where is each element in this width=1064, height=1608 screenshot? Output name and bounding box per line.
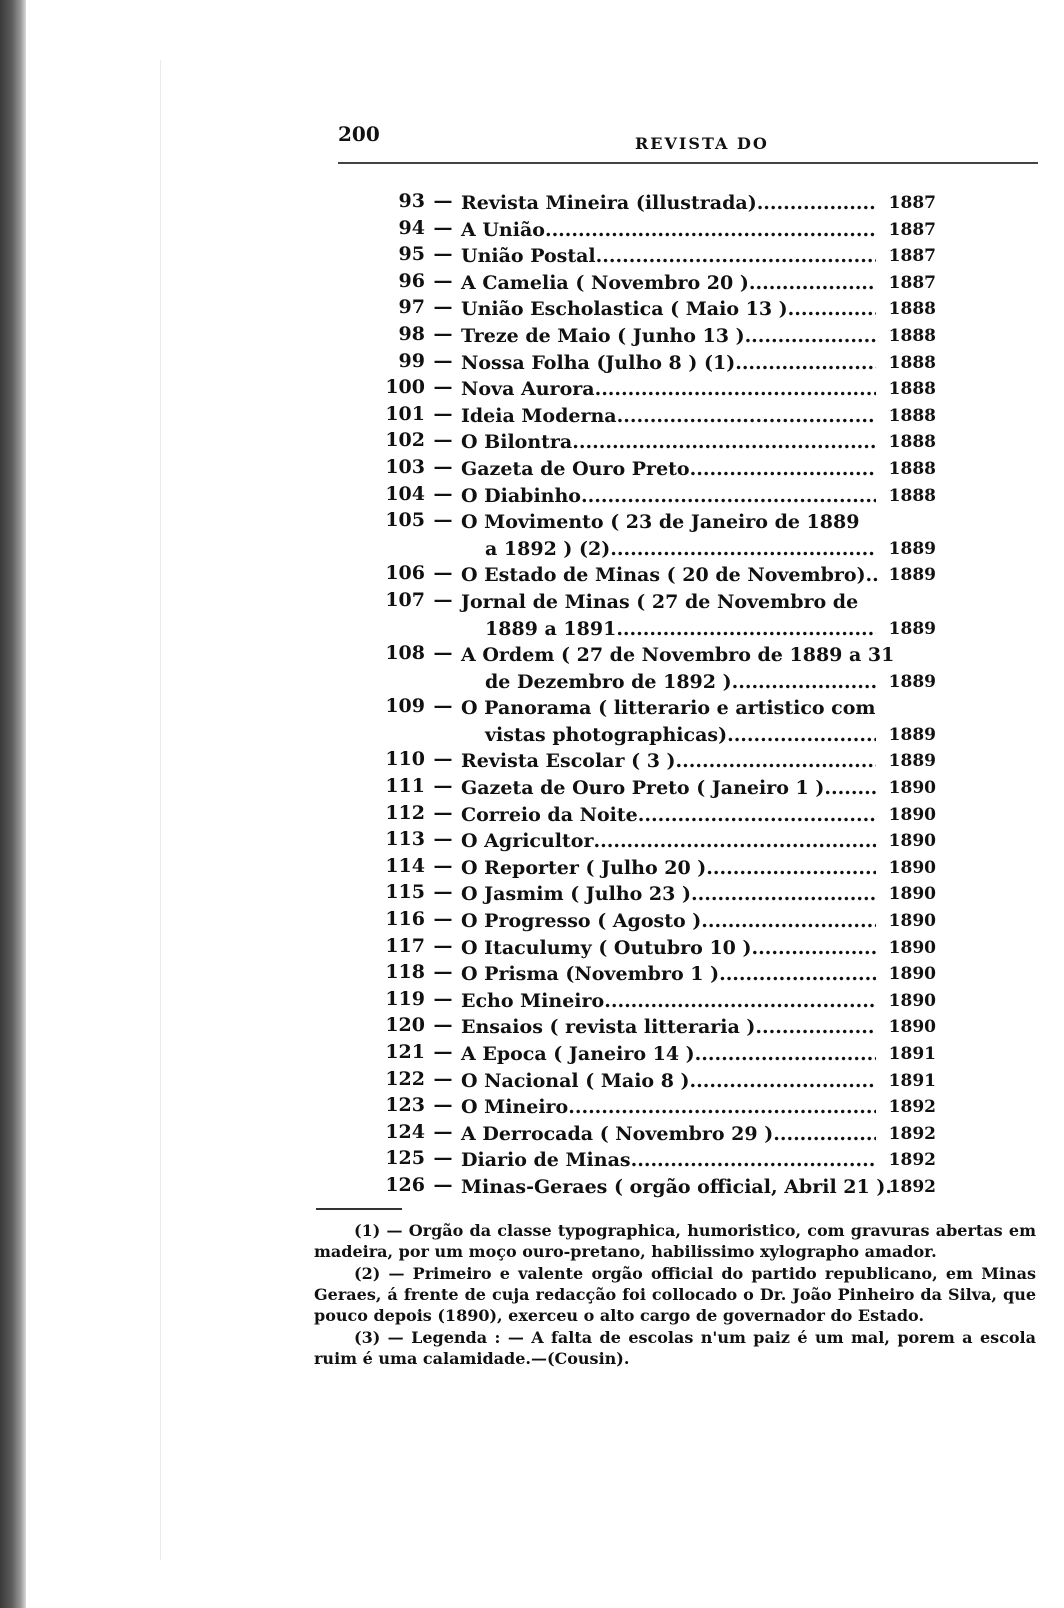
- entry-dash: —: [433, 402, 453, 425]
- entry-dash: —: [433, 269, 453, 292]
- entry-title-line: vistas photographicas): [485, 723, 728, 746]
- entry-number: 110: [385, 748, 425, 771]
- entry-title: [461, 350, 876, 377]
- dot-leader: [757, 190, 876, 217]
- entry-year: 1890: [888, 1017, 936, 1038]
- entry-year: 1889: [888, 751, 936, 772]
- entry-title: [461, 908, 876, 935]
- dot-leader: [638, 802, 876, 829]
- entry-year: 1890: [888, 911, 936, 932]
- dot-leader: [595, 376, 876, 403]
- entry-dash: —: [433, 1094, 453, 1117]
- entry-title: [461, 1014, 876, 1041]
- entry-dash: —: [433, 190, 453, 212]
- entry-title-line: Revista Mineira (illustrada): [461, 192, 757, 214]
- entry-number: 98: [398, 322, 425, 345]
- entry-number: 94: [398, 216, 425, 239]
- entry-title: [461, 1068, 876, 1095]
- entry-dash: —: [433, 1147, 453, 1170]
- entry-year: 1888: [888, 458, 936, 479]
- dot-leader: [690, 456, 876, 483]
- list-item: [385, 1121, 985, 1148]
- list-item: [385, 589, 985, 642]
- entry-title-line: O Prisma (Novembro 1 ): [461, 963, 720, 986]
- entry-title: [461, 190, 876, 217]
- dot-leader: [735, 350, 876, 377]
- book-spine-shadow: [0, 0, 26, 1608]
- entry-dash: —: [433, 349, 453, 372]
- entry-number: 111: [385, 775, 425, 798]
- entry-title-line: O Diabinho: [461, 484, 581, 507]
- entry-year: 1887: [888, 246, 936, 267]
- entry-dash: —: [433, 1067, 453, 1090]
- entry-number: 125: [385, 1147, 425, 1170]
- entry-title: [461, 828, 876, 855]
- entry-title-line: Correio da Noite: [461, 803, 638, 826]
- entry-title: [461, 429, 876, 456]
- entry-year: 1890: [888, 990, 936, 1011]
- entry-title-line: O Progresso ( Agosto ): [461, 910, 702, 933]
- entry-number: 121: [385, 1041, 425, 1063]
- entry-year: 1887: [888, 272, 936, 293]
- entry-title-line: A Derrocada ( Novembro 29 ): [461, 1122, 774, 1145]
- entry-year: 1888: [888, 352, 936, 373]
- entry-title-line: Nova Aurora: [461, 378, 595, 401]
- entry-dash: —: [433, 908, 453, 931]
- list-item: [385, 935, 985, 962]
- dot-leader: [676, 748, 876, 775]
- entry-title: [461, 376, 876, 403]
- entry-title: [461, 881, 876, 908]
- list-item: [385, 456, 985, 483]
- entry-year: 1892: [888, 1150, 936, 1171]
- entry-number: 122: [385, 1067, 425, 1090]
- list-item: [385, 190, 985, 217]
- entry-dash: —: [433, 828, 453, 851]
- entry-title-line: A Camelia ( Novembro 20 ): [461, 271, 749, 294]
- dot-leader: [568, 1094, 876, 1121]
- entry-title: [461, 483, 876, 510]
- entry-dash: —: [433, 1173, 453, 1196]
- entry-title: [461, 935, 876, 962]
- list-item: [385, 429, 985, 456]
- entry-year: 1889: [888, 724, 936, 745]
- entry-dash: —: [433, 801, 453, 824]
- dot-leader: [581, 483, 876, 510]
- entry-title-line: Gazeta de Ouro Preto ( Janeiro 1 ).....: [461, 777, 858, 800]
- dot-leader: [572, 429, 876, 456]
- entry-number: 104: [385, 482, 425, 505]
- entry-number: 120: [385, 1014, 425, 1037]
- entry-dash: —: [433, 322, 453, 345]
- dot-leader: [545, 217, 876, 244]
- dot-leader: [691, 881, 876, 908]
- entry-dash: —: [433, 961, 453, 984]
- entry-dash: —: [433, 1041, 453, 1063]
- entry-dash: —: [433, 509, 453, 532]
- footnotes: [314, 1220, 1036, 1370]
- entry-dash: —: [433, 588, 453, 611]
- entry-number: 107: [385, 588, 425, 611]
- entry-dash: —: [433, 482, 453, 505]
- entry-title-line: O Movimento ( 23 de Janeiro de 1889: [461, 511, 860, 534]
- entry-title-line: União Escholastica ( Maio 13 ): [461, 298, 788, 321]
- entry-year: 1888: [888, 325, 936, 346]
- entry-title-line: Ideia Moderna: [461, 404, 617, 427]
- entry-number: 116: [385, 908, 425, 931]
- entry-title: [461, 589, 876, 642]
- list-item: [385, 775, 985, 802]
- entry-dash: —: [433, 854, 453, 877]
- list-item: [385, 1014, 985, 1041]
- dot-leader: [749, 270, 876, 297]
- entry-title: [461, 855, 876, 882]
- entry-dash: —: [433, 562, 453, 585]
- entry-year: 1890: [888, 778, 936, 799]
- entry-title: [461, 509, 876, 562]
- entry-title-line: de Dezembro de 1892 ): [485, 670, 732, 693]
- list-item: [385, 961, 985, 988]
- entry-title: [461, 296, 876, 323]
- list-item: [385, 217, 985, 244]
- list-item: [385, 1147, 985, 1174]
- entry-year: 1891: [888, 1044, 936, 1064]
- page-fold-line: [160, 60, 161, 1560]
- list-item: [385, 509, 985, 562]
- entry-title-line: 1889 a 1891: [485, 617, 617, 640]
- entry-title: [461, 1174, 892, 1201]
- entry-number: 100: [385, 376, 425, 399]
- entry-title-line: A União: [461, 218, 545, 241]
- list-item: [385, 562, 985, 589]
- entry-title-line: O Estado de Minas ( 20 de Novembro)..: [461, 564, 879, 587]
- entry-year: 1890: [888, 937, 936, 958]
- list-item: [385, 642, 985, 695]
- list-item: [385, 483, 985, 510]
- entry-dash: —: [433, 881, 453, 904]
- entry-title-line: Ensaios ( revista litteraria ): [461, 1016, 756, 1039]
- dot-leader: [773, 1121, 876, 1148]
- entry-number: 109: [385, 695, 425, 718]
- entry-year: 1890: [888, 831, 936, 852]
- dot-leader: [604, 988, 876, 1015]
- list-item: [385, 296, 985, 323]
- periodicals-list: [385, 190, 985, 1201]
- entry-title: [461, 695, 876, 748]
- list-item: [385, 350, 985, 377]
- entry-title-line: O Itaculumy ( Outubro 10 ): [461, 936, 752, 959]
- entry-title-line: O Panorama ( litterario e artistico com: [461, 697, 876, 720]
- entry-year: 1891: [888, 1070, 936, 1091]
- entry-title-line: O Nacional ( Maio 8 ): [461, 1069, 690, 1092]
- entry-title: [461, 961, 876, 988]
- entry-number: 123: [385, 1094, 425, 1117]
- entry-dash: —: [433, 1120, 453, 1143]
- entry-title-line: Gazeta de Ouro Preto: [461, 457, 690, 480]
- entry-title-line: Diario de Minas: [461, 1149, 631, 1172]
- entry-dash: —: [433, 243, 453, 266]
- list-item: [385, 1068, 985, 1095]
- entry-title: [461, 802, 876, 829]
- entry-number: 118: [385, 961, 425, 984]
- list-item: [385, 988, 985, 1015]
- entry-number: 93: [398, 190, 425, 212]
- page-header: [338, 118, 1038, 164]
- entry-number: 108: [385, 642, 425, 665]
- entry-year: 1887: [888, 219, 936, 240]
- list-item: [385, 855, 985, 882]
- entry-year: 1888: [888, 432, 936, 453]
- entry-title-line: Minas-Geraes ( orgão official, Abril 21 ).: [461, 1175, 892, 1198]
- entry-title-line: Treze de Maio ( Junho 13 ): [461, 324, 745, 347]
- footnote: (2) — Primeiro e valente orgão official do partido republicano, em Minas Geraes, á frente de cuja redacção foi collocado o Dr. João Pinheiro da Silva, que pouco depois (1890), exerceu o alto cargo de governador do Estado.: [314, 1264, 1036, 1325]
- entry-dash: —: [433, 748, 453, 771]
- entry-title-line: O Mineiro: [461, 1096, 569, 1119]
- entry-number: 115: [385, 881, 425, 904]
- entry-number: 101: [385, 402, 425, 425]
- entry-title: [461, 1147, 876, 1174]
- entry-title-line: A Epoca ( Janeiro 14 ): [461, 1043, 695, 1065]
- entry-number: 126: [385, 1173, 425, 1196]
- entry-title: [461, 1041, 876, 1068]
- list-item: [385, 323, 985, 350]
- entry-title: [461, 562, 879, 589]
- entry-title: [461, 243, 876, 270]
- entry-number: 99: [398, 349, 425, 372]
- entry-dash: —: [433, 296, 453, 319]
- entry-year: 1889: [888, 538, 936, 559]
- entry-number: 119: [385, 987, 425, 1010]
- entry-title-line: Nossa Folha (Julho 8 ) (1): [461, 351, 736, 374]
- entry-dash: —: [433, 455, 453, 478]
- list-item: [385, 270, 985, 297]
- entry-year: 1888: [888, 485, 936, 506]
- list-item: [385, 695, 985, 748]
- entry-year: 1890: [888, 964, 936, 985]
- entry-title-line: a 1892 ) (2): [485, 537, 611, 560]
- footnote: (3) — Legenda : — A falta de escolas n'um paiz é um mal, porem a escola ruim é uma calamidade.—(Cousin).: [314, 1328, 1036, 1368]
- entry-title: [461, 456, 876, 483]
- dot-leader: [857, 775, 876, 802]
- entry-number: 112: [385, 801, 425, 824]
- entry-year: 1892: [888, 1097, 936, 1118]
- dot-leader: [593, 828, 876, 855]
- entry-year: 1892: [888, 1176, 936, 1197]
- entry-number: 97: [398, 296, 425, 319]
- entry-year: 1888: [888, 405, 936, 426]
- entry-title-line: Jornal de Minas ( 27 de Novembro de: [461, 590, 859, 613]
- dot-leader: [631, 1147, 876, 1174]
- entry-dash: —: [433, 216, 453, 239]
- entry-dash: —: [433, 429, 453, 452]
- entry-title: [461, 748, 876, 775]
- entry-title: [461, 403, 876, 430]
- entry-year: 1887: [888, 193, 936, 213]
- dot-leader: [755, 1014, 876, 1041]
- entry-title: [461, 1094, 876, 1121]
- entry-number: 114: [385, 854, 425, 877]
- dot-leader: [719, 961, 876, 988]
- dot-leader: [752, 935, 876, 962]
- entry-number: 105: [385, 509, 425, 532]
- dot-leader: [732, 669, 876, 696]
- dot-leader: [690, 1068, 876, 1095]
- entry-title-line: O Bilontra: [461, 431, 573, 454]
- entry-year: 1888: [888, 379, 936, 400]
- entry-number: 113: [385, 828, 425, 851]
- list-item: [385, 748, 985, 775]
- entry-number: 95: [398, 243, 425, 266]
- dot-leader: [727, 722, 876, 749]
- list-item: [385, 403, 985, 430]
- entry-dash: —: [433, 934, 453, 957]
- entry-title-line: A Ordem ( 27 de Novembro de 1889 a 31: [461, 644, 895, 667]
- dot-leader: [701, 908, 876, 935]
- entry-year: 1890: [888, 884, 936, 905]
- entry-title: [461, 323, 876, 350]
- entry-title-line: Revista Escolar ( 3 ): [461, 750, 676, 773]
- entry-title: [461, 642, 895, 695]
- list-item: [385, 1041, 985, 1068]
- list-item: [385, 376, 985, 403]
- entry-dash: —: [433, 987, 453, 1010]
- list-item: [385, 908, 985, 935]
- dot-leader: [616, 616, 876, 643]
- dot-leader: [617, 403, 876, 430]
- entry-year: 1889: [888, 565, 936, 586]
- entry-year: 1889: [888, 618, 936, 639]
- entry-year: 1889: [888, 671, 936, 692]
- entry-dash: —: [433, 642, 453, 665]
- entry-number: 102: [385, 429, 425, 452]
- entry-number: 103: [385, 455, 425, 478]
- dot-leader: [788, 296, 876, 323]
- entry-title: [461, 1121, 876, 1148]
- entry-title-line: União Postal: [461, 245, 596, 268]
- footnote: (1) — Orgão da classe typographica, humoristico, com gravuras abertas em madeira, por um moço ouro-pretano, habilissimo xylographo amador.: [314, 1221, 1036, 1261]
- entry-dash: —: [433, 1014, 453, 1037]
- entry-number: 96: [398, 269, 425, 292]
- entry-title-line: O Reporter ( Julho 20 ): [461, 856, 707, 879]
- entry-number: 106: [385, 562, 425, 585]
- entry-dash: —: [433, 376, 453, 399]
- page-number: 200: [338, 122, 380, 146]
- list-item: [385, 828, 985, 855]
- entry-year: 1888: [888, 299, 936, 320]
- entry-number: 117: [385, 934, 425, 957]
- footnote-rule: [316, 1208, 402, 1210]
- list-item: [385, 1094, 985, 1121]
- entry-year: 1890: [888, 857, 936, 878]
- entry-title: [461, 988, 876, 1015]
- entry-dash: —: [433, 775, 453, 798]
- entry-dash: —: [433, 695, 453, 718]
- list-item: [385, 802, 985, 829]
- dot-leader: [596, 243, 876, 270]
- entry-title: [461, 270, 876, 297]
- entry-title: [461, 775, 876, 802]
- entry-title-line: O Agricultor: [461, 830, 594, 853]
- dot-leader: [610, 536, 876, 563]
- dot-leader: [745, 323, 876, 350]
- dot-leader: [706, 855, 876, 882]
- list-item: [385, 243, 985, 270]
- entry-title: [461, 217, 876, 244]
- entry-number: 124: [385, 1120, 425, 1143]
- entry-year: 1892: [888, 1123, 936, 1144]
- dot-leader: [695, 1041, 876, 1068]
- entry-title-line: Echo Mineiro: [461, 989, 605, 1012]
- running-title: REVISTA DO: [635, 134, 769, 153]
- list-item: [385, 1174, 985, 1201]
- entry-title-line: O Jasmim ( Julho 23 ): [461, 883, 691, 906]
- list-item: [385, 881, 985, 908]
- entry-year: 1890: [888, 804, 936, 825]
